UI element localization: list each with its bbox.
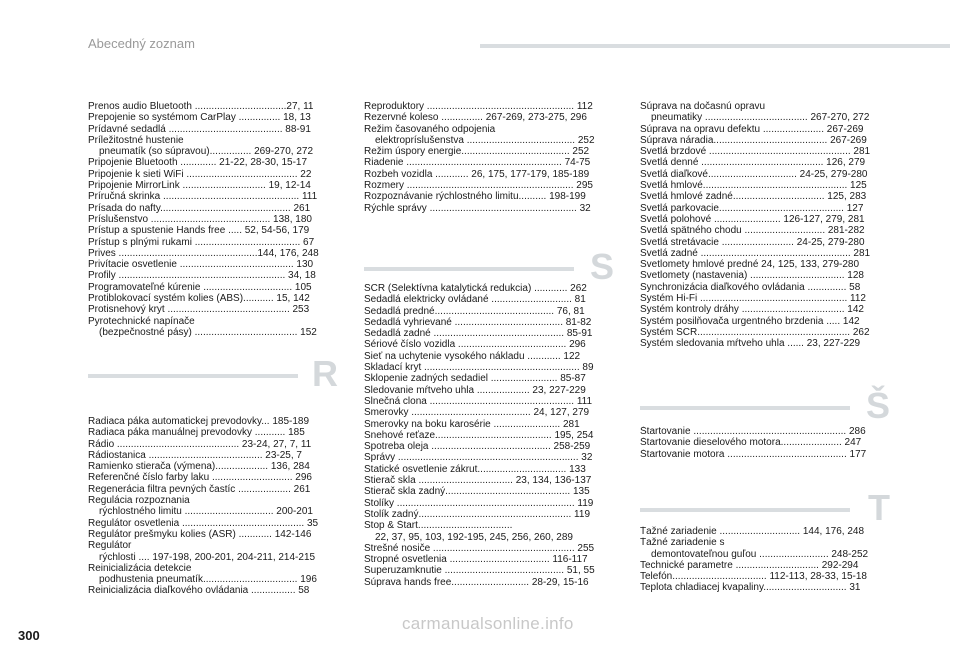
index-entry: Prístup a spustenie Hands free ..... 52, 54-56, 179 — [88, 225, 310, 237]
index-entry: Svetlá stretávacie .......................... 24-25, 279-280 — [640, 236, 865, 248]
index-entry: Pripojenie MirrorLink .............................. 19, 12-14 — [88, 180, 311, 192]
page-number: 300 — [18, 628, 40, 643]
index-entry: Riadenie ........................................................ 74-75 — [364, 157, 591, 169]
index-list-sh — [640, 426, 890, 460]
section-letter-r: R — [312, 353, 338, 394]
index-entry: Synchronizácia diaľkového ovládania .............. 58 — [640, 281, 861, 293]
index-entry: Systém kontroly dráhy ..................................... 142 — [640, 304, 864, 316]
index-list-s-continued — [640, 101, 890, 350]
index-entry: Svetlá parkovacie............................................. 127 — [640, 202, 864, 214]
index-entry: Príručná skrinka ................................................. 111 — [88, 191, 318, 203]
index-entry: Smerovky na boku karosérie ........................ 281 — [364, 418, 580, 430]
page-header-title: Abecedný zoznam — [88, 36, 195, 51]
index-entry: Sedadlá zadné ............................................... 85-91 — [364, 328, 593, 340]
index-entry: Svetlá brzdové ................................................... 281 — [640, 146, 871, 158]
index-entry: Reproduktory ..................................................... 112 — [364, 101, 593, 112]
index-entry: Príležitostné hustenie — [88, 134, 184, 146]
index-entry: Rádio ............................................ 23-24, 27, 7, 11 — [88, 438, 312, 450]
index-entry: Radiaca páka automatickej prevodovky... 185-189 — [88, 416, 310, 427]
index-entry: Štartovanie ....................................................... 286 — [640, 426, 866, 437]
index-entry: pneumatiky ..................................... 267-270, 272 — [651, 112, 870, 124]
section-rule — [640, 508, 850, 512]
index-entry: Strešné nosiče ................................................... 255 — [364, 542, 595, 554]
index-entry: Protisnehový kryt ............................................ 253 — [88, 304, 310, 316]
index-entry: Pripojenie k sieti WiFi ........................................ 22 — [88, 168, 312, 180]
index-entry: Stierač skla .................................. 23, 134, 136-137 — [364, 475, 592, 487]
index-entry: Prísada do nafty............................................... 261 — [88, 202, 311, 214]
index-entry: Stolíky ................................................................ 119 — [364, 497, 594, 509]
watermark: carmanualsonline.info — [402, 614, 574, 633]
index-entry: Pripojenie Bluetooth ............. 21-22, 28-30, 15-17 — [88, 157, 308, 169]
section-rule — [364, 267, 574, 271]
index-entry: Sedadlá predné........................................... 76, 81 — [364, 305, 585, 317]
index-entry: Režim časovaného odpojenia — [364, 123, 496, 135]
index-entry: Rozmery ............................................................ 295 — [364, 180, 593, 192]
index-entry: Sedadlá elektricky ovládané ............................. 81 — [364, 294, 586, 306]
index-entry: Systém sledovania mŕtveho uhla ...... 23, 227-229 — [640, 338, 861, 350]
index-entry: rýchlostného limitu ................................ 200-201 — [99, 506, 313, 518]
index-entry: Prídavné sedadlá ......................................... 88-91 — [88, 123, 311, 135]
section-divider-r — [88, 352, 338, 396]
index-entry: Rádiostanica ......................................... 23-25, 7 — [88, 449, 302, 461]
index-entry: Reinicializácia detekcie — [88, 562, 192, 574]
index-entry: Svetlá polohové ........................ 126-127, 279, 281 — [640, 213, 865, 225]
section-rule — [88, 374, 298, 378]
index-entry: Prístup s plnými rukami ...................................... 67 — [88, 236, 315, 248]
index-list-t — [640, 526, 890, 594]
index-entry: Sériové číslo vozidla ....................................... 296 — [364, 339, 586, 351]
index-list-p — [88, 101, 338, 338]
index-entry: Pyrotechnické napínače — [88, 315, 195, 327]
index-entry: Systém SCR....................................................... 262 — [640, 326, 870, 338]
index-entry: pneumatík (so súpravou)............... 269-270, 272 — [99, 146, 314, 158]
index-entry: podhustenia pneumatík.................................. 196 — [99, 574, 317, 586]
index-entry: Štartovanie dieselového motora...................... 247 — [640, 437, 862, 449]
index-entry: Sedadlá vyhrievané ....................................... 81-82 — [364, 316, 592, 328]
index-entry: Teplota chladiacej kvapaliny.............................. 31 — [640, 582, 861, 594]
index-entry: Svetlomety hmlové predné 24, 125, 133, 279-280 — [640, 259, 860, 271]
index-entry: Snehové reťaze.......................................... 195, 254 — [364, 429, 594, 441]
index-entry: elektropríslušenstva ....................................... 252 — [375, 134, 595, 146]
index-list-r — [88, 416, 338, 597]
index-entry: Systém Hi-Fi ..................................................... 112 — [640, 293, 866, 305]
index-entry: Svetlá zadné ...................................................... 281 — [640, 247, 871, 259]
section-letter-sh: Š — [865, 385, 890, 426]
index-entry: Systém posilňovača urgentného brzdenia ..... 142 — [640, 315, 860, 327]
index-entry: Smerovky ........................................... 24, 127, 279 — [364, 407, 590, 419]
index-entry: Ramienko stierača (výmena)................... 136, 284 — [88, 461, 310, 473]
index-entry: Súprava náradia......................................... 267-269 — [640, 134, 867, 146]
index-entry: Svetlá diaľkové................................ 24-25, 279-280 — [640, 168, 868, 180]
index-entry: Regulácia rozpoznania — [88, 495, 190, 507]
index-entry: Súprava na opravu defektu ...................... 267-269 — [640, 123, 864, 135]
index-entry: Ťažné zariadenie ............................. 144, 176, 248 — [640, 526, 865, 537]
index-entry: 22, 37, 95, 103, 192-195, 245, 256, 260, 289 — [375, 531, 573, 543]
index-entry: Stolík zadný....................................................... 119 — [364, 508, 591, 520]
index-entry: Profily ............................................................ 34, 18 — [88, 270, 316, 282]
section-rule — [640, 406, 850, 410]
index-entry: demontovateľnou guľou ......................... 248-252 — [651, 548, 869, 560]
index-entry: Stierač skla zadný............................................. 135 — [364, 486, 590, 498]
index-entry: Stop & Štart.................................. — [364, 520, 513, 532]
index-list-r-continued — [364, 101, 614, 214]
index-list-s — [364, 283, 614, 588]
index-entry: Regulátor — [88, 540, 132, 552]
index-entry: (bezpečnostné pásy) ..................................... 152 — [99, 326, 317, 338]
header-rule — [480, 44, 950, 48]
index-entry: Štartovanie motora ........................................... 177 — [640, 448, 867, 460]
index-entry: Skladací kryt ........................................................ 89 — [364, 362, 594, 374]
index-entry: Regulátor osvetlenia ............................................ 35 — [88, 517, 319, 529]
index-entry: Svetlá denné ............................................ 126, 279 — [640, 157, 866, 169]
index-entry: Stropné osvetlenia .................................... 116-117 — [364, 554, 588, 566]
index-entry: Svetlá spätného chodu ............................. 281-282 — [640, 225, 865, 237]
index-entry: rýchlosti .... 197-198, 200-201, 204-211, 214-215 — [99, 551, 316, 563]
index-entry: Režim úspory energie....................................... 252 — [364, 146, 590, 158]
index-entry: Slnečná clona .................................................... 111 — [364, 395, 593, 407]
index-entry: Sklopenie zadných sedadiel ........................ 85-87 — [364, 373, 586, 385]
index-entry: Prives ..................................................144, 176, 248 — [88, 247, 319, 259]
index-entry: Rezervné koleso ............... 267-269, 273-275, 296 — [364, 112, 587, 124]
index-entry: Radiaca páka manuálnej prevodovky ........... 185 — [88, 427, 305, 439]
index-entry: Protiblokovací systém kolies (ABS)........... 15, 142 — [88, 293, 310, 305]
index-entry: Svetlá hmlové zadné................................. 125, 283 — [640, 191, 867, 203]
index-entry: Svetlomety (nastavenia) .................................. 128 — [640, 270, 864, 282]
index-entry: Prenos audio Bluetooth .................................27, 11 — [88, 101, 314, 112]
index-entry: Sieť na uchytenie vysokého nákladu ............ 122 — [364, 350, 581, 362]
index-entry: Regulátor prešmyku kolies (ASR) ............ 142-146 — [88, 528, 312, 540]
section-divider-t — [640, 486, 890, 530]
index-entry: Statické osvetlenie zákrut................................ 133 — [364, 463, 586, 475]
index-entry: Referenčné číslo farby laku ............................. 296 — [88, 472, 312, 484]
index-entry: Telefón.................................. 112-113, 28-33, 15-18 — [640, 571, 867, 583]
index-entry: Rozbeh vozidla ............ 26, 175, 177-179, 185-189 — [364, 168, 590, 180]
index-entry: Sledovanie mŕtveho uhla ................... 23, 227-229 — [364, 384, 586, 396]
index-entry: SCR (Selektívna katalytická redukcia) ............ 262 — [364, 283, 587, 294]
index-entry: Prepojenie so systémom CarPlay ............... 18, 13 — [88, 112, 311, 124]
index-entry: Súprava na dočasnú opravu — [640, 101, 766, 112]
section-divider-sh — [640, 384, 890, 428]
index-entry: Súprava hands free............................ 28-29, 15-16 — [364, 576, 589, 588]
index-entry: Rýchle správy ..................................................... 32 — [364, 202, 591, 214]
section-letter-t: T — [868, 487, 890, 528]
index-entry: Privítacie osvetlenie ......................................... 130 — [88, 259, 314, 271]
section-letter-s: S — [589, 246, 614, 287]
index-entry: Príslušenstvo ........................................... 138, 180 — [88, 213, 312, 225]
index-entry: Spotreba oleja ........................................... 258-259 — [364, 441, 591, 453]
index-entry: Technické parametre .............................. 292-294 — [640, 559, 859, 571]
index-entry: Superuzamknutie ........................................... 51, 55 — [364, 565, 595, 577]
index-entry: Rozpoznávanie rýchlostného limitu.......... 198-199 — [364, 191, 586, 203]
index-entry: Programovateľné kúrenie ................................ 105 — [88, 281, 312, 293]
index-entry: Regenerácia filtra pevných častíc ................... 261 — [88, 483, 311, 495]
index-entry: Správy ................................................................. 32 — [364, 452, 593, 464]
index-entry: Ťažné zariadenie s — [640, 537, 725, 549]
index-entry: Reinicializácia diaľkového ovládania ................ 58 — [88, 585, 310, 597]
index-entry: Svetlá hmlové.................................................... 125 — [640, 180, 867, 192]
